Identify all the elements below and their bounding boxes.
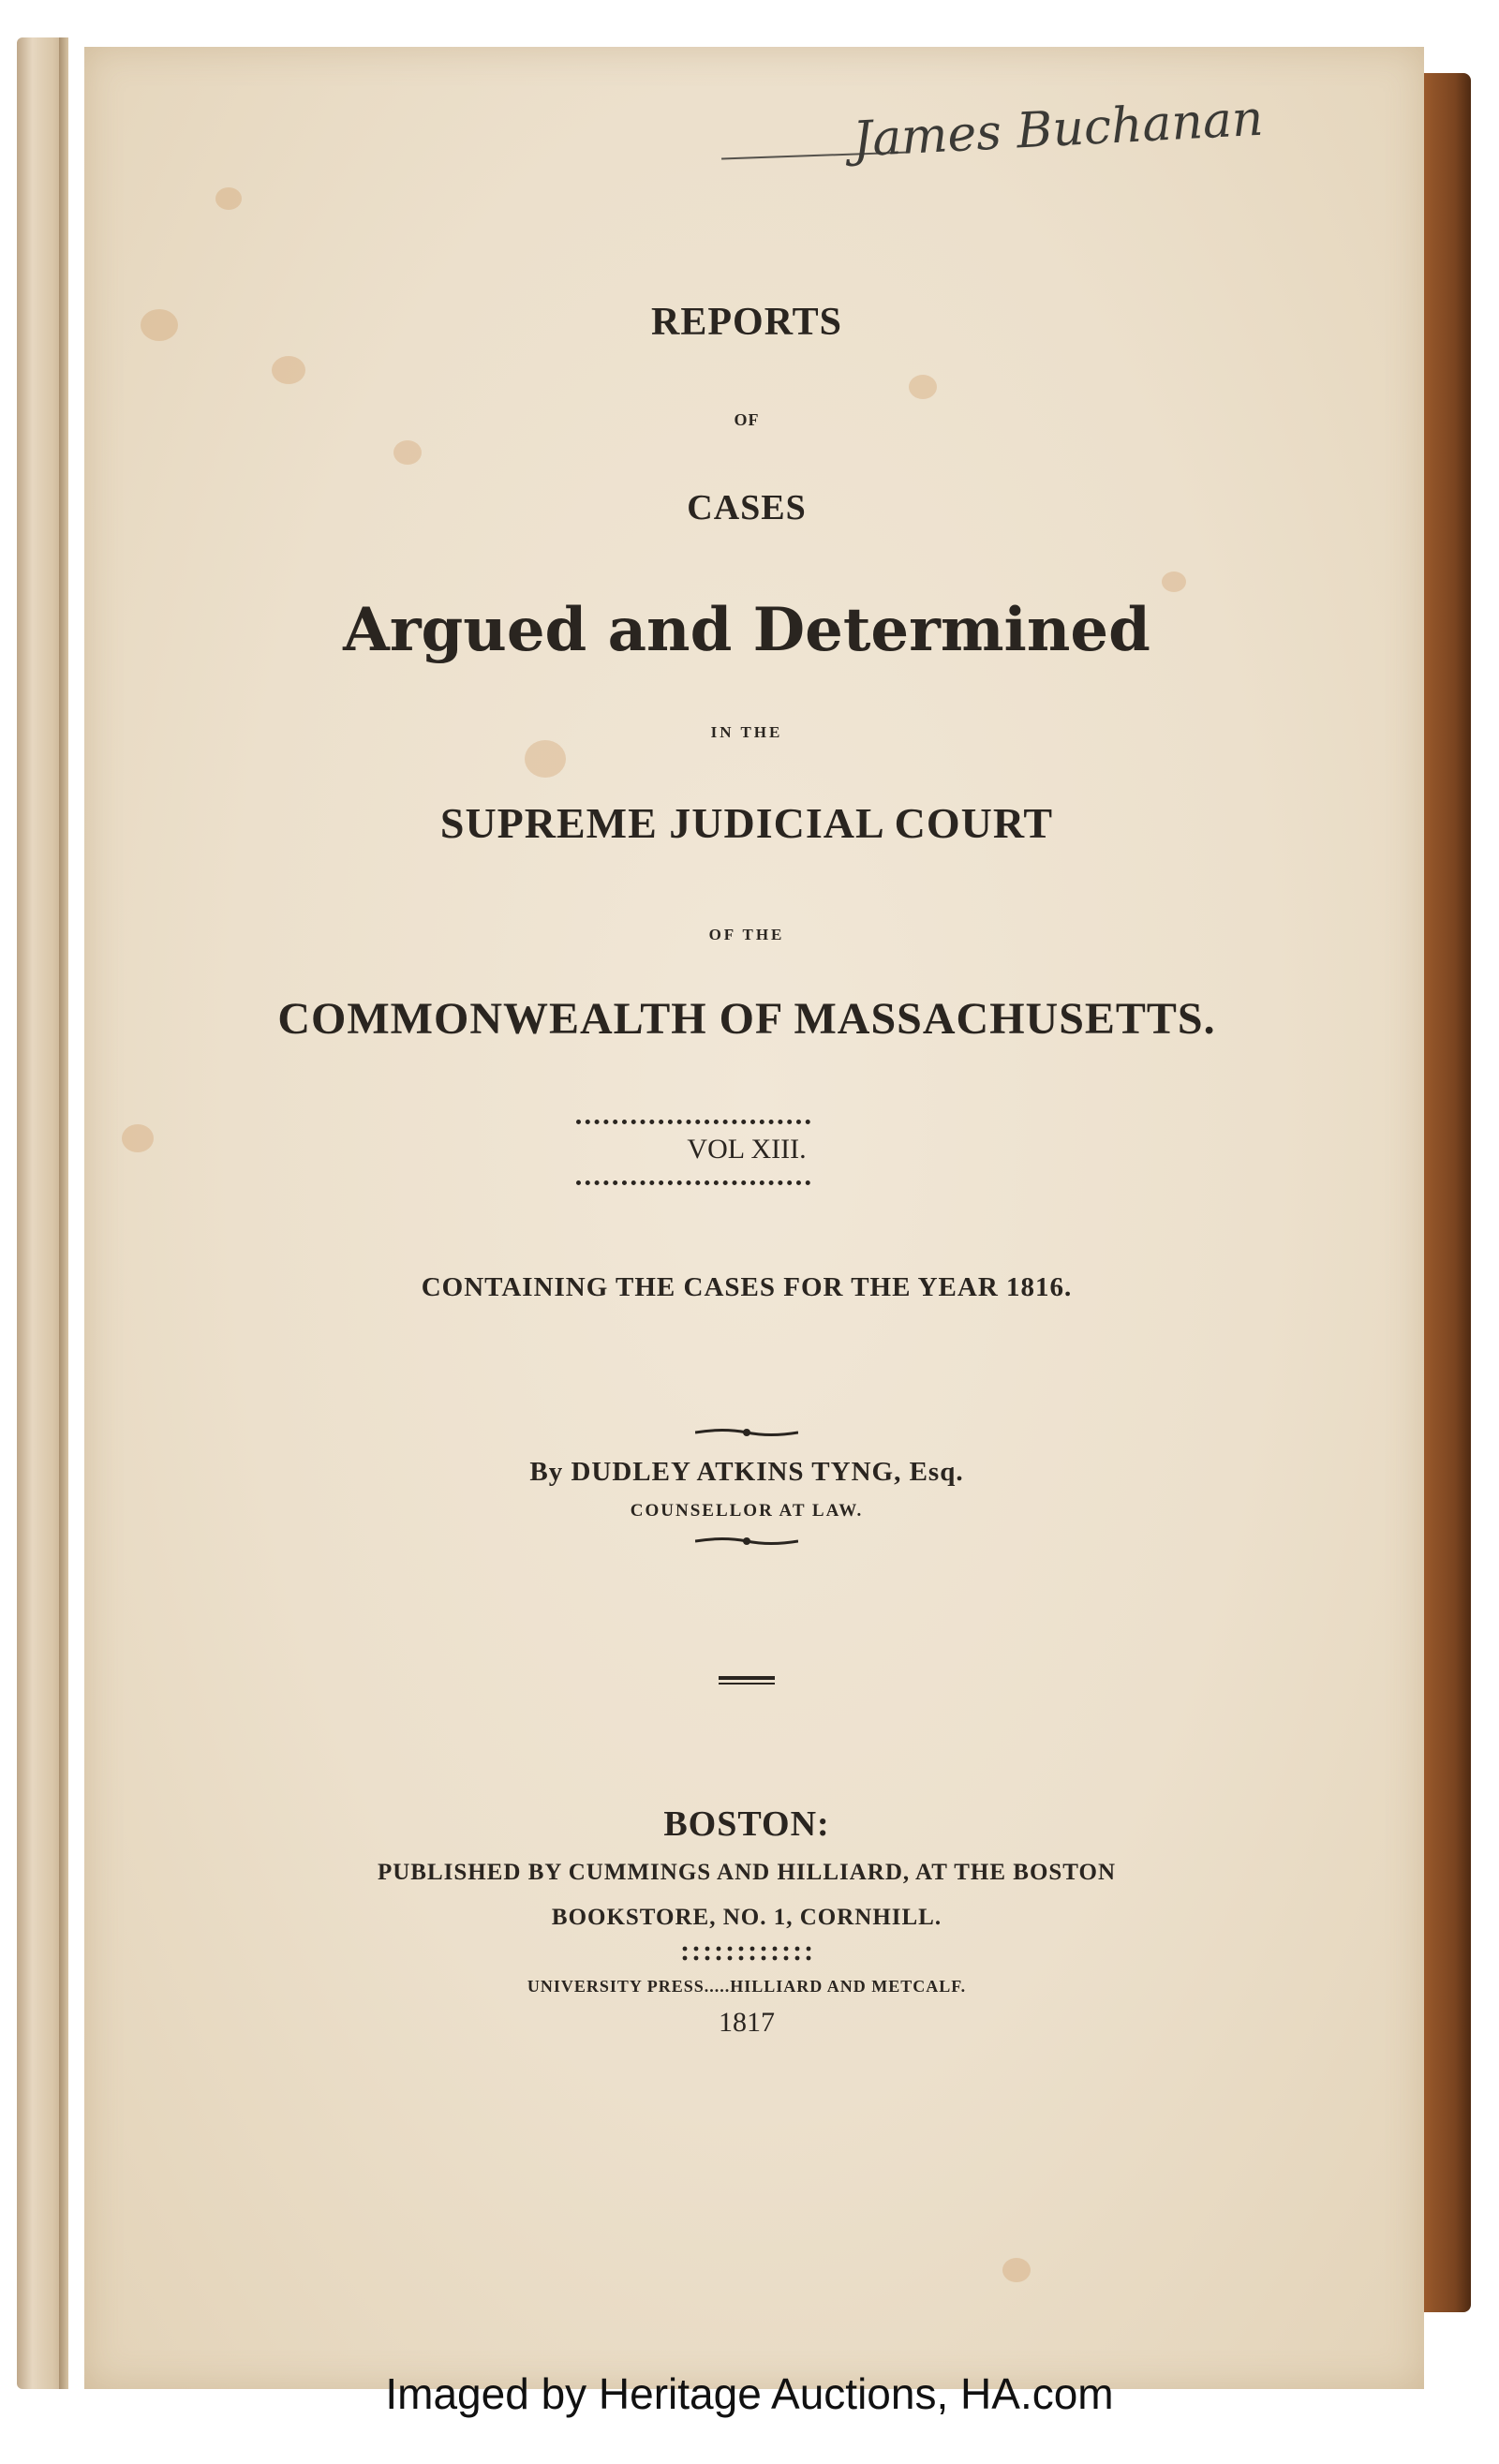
double-rule-ornament	[77, 1674, 1417, 1692]
publisher-line-2: BOOKSTORE, NO. 1, CORNHILL.	[551, 1905, 942, 1930]
book	[9, 28, 1471, 2389]
image-credit: Imaged by Heritage Auctions, HA.com	[385, 2369, 1114, 2418]
volume-number: VOL XIII.	[687, 1134, 807, 1165]
signature: James Buchanan	[851, 90, 1265, 169]
title-cases: CASES	[687, 488, 807, 527]
foxing-spot	[1162, 571, 1186, 592]
left-page-edge	[17, 37, 68, 2389]
title-commonwealth: COMMONWEALTH OF MASSACHUSETTS.	[277, 994, 1216, 1044]
publication-year: 1817	[719, 2007, 775, 2038]
foxing-spot	[909, 375, 937, 399]
foxing-spot	[1002, 2258, 1031, 2282]
foxing-spot	[525, 740, 566, 778]
ornament-bottom	[77, 1535, 1417, 1552]
ornament-top	[77, 1426, 1417, 1444]
title-of-the: OF THE	[708, 926, 785, 943]
dotted-rule-top	[576, 1120, 810, 1124]
foxing-spot	[215, 187, 242, 210]
title-in-the: IN THE	[710, 723, 783, 741]
printer-line: UNIVERSITY PRESS.....HILLIARD AND METCALF.	[527, 1977, 967, 1996]
containing-line: CONTAINING THE CASES FOR THE YEAR 1816.	[421, 1272, 1073, 1302]
author-line: By DUDLEY ATKINS TYNG, Esq.	[529, 1457, 964, 1487]
title-of: OF	[734, 410, 760, 429]
dotted-rule-bottom	[576, 1180, 810, 1185]
title-court: SUPREME JUDICIAL COURT	[439, 799, 1054, 847]
publication-city: BOSTON:	[663, 1804, 830, 1844]
title-page	[84, 47, 1424, 2389]
dot-grid-ornament	[77, 1944, 1417, 1967]
publisher-line-1: PUBLISHED BY CUMMINGS AND HILLIARD, AT THE BOSTON	[377, 1860, 1117, 1885]
gutter	[59, 37, 68, 2389]
title-argued-determined: Argued and Determined	[343, 595, 1150, 665]
foxing-spot	[272, 356, 305, 384]
title-reports: REPORTS	[651, 301, 842, 344]
author-title: COUNSELLOR AT LAW.	[630, 1501, 864, 1521]
foxing-spot	[393, 440, 422, 465]
